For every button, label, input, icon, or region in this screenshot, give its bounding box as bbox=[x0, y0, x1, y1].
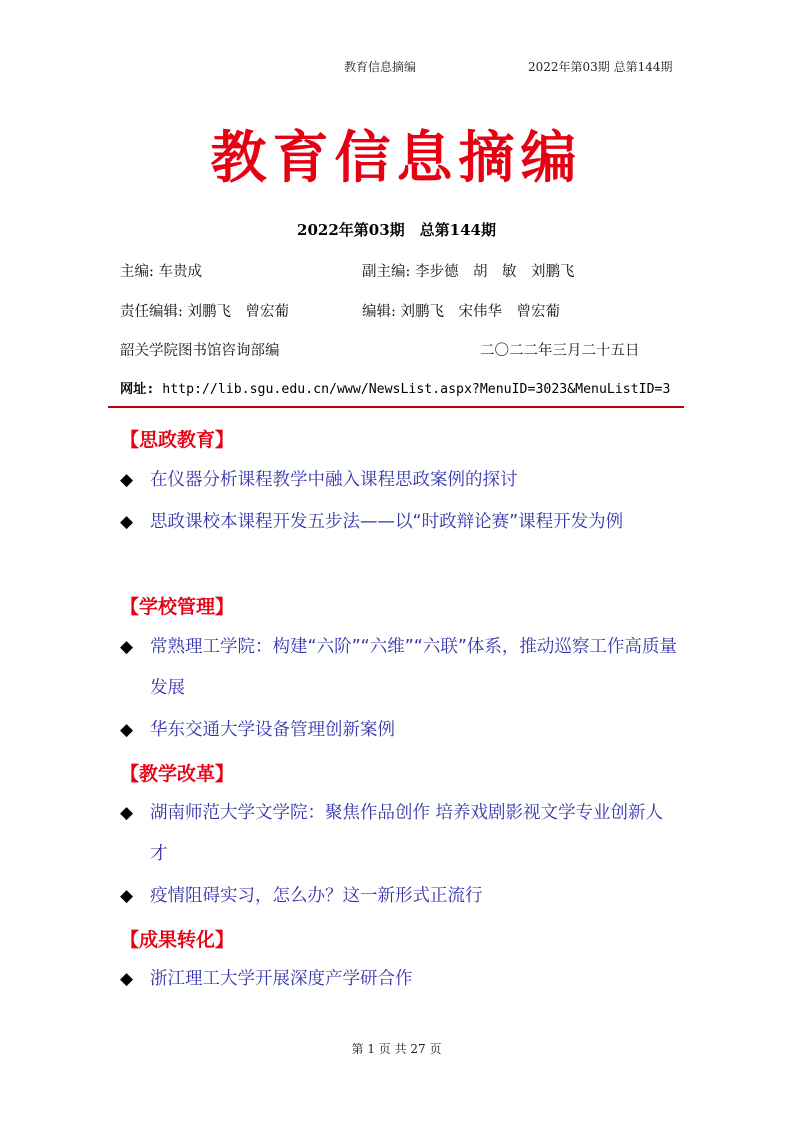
list-item[interactable] bbox=[120, 793, 680, 875]
publisher: 韶关学院图书馆咨询部编 bbox=[120, 343, 280, 359]
diamond-bullet-icon: ◆ bbox=[120, 969, 134, 989]
publish-date: 二〇二二年三月二十五日 bbox=[480, 343, 640, 359]
section-title-teaching-reform: 【教学改革】 bbox=[120, 763, 235, 785]
header-divider bbox=[108, 406, 684, 408]
item-link[interactable]: 浙江理工大学开展深度产学研合作 bbox=[150, 969, 413, 989]
section-title-management: 【学校管理】 bbox=[120, 596, 235, 618]
item-link[interactable]: 疫情阻碍实习，怎么办？这一新形式正流行 bbox=[150, 886, 483, 906]
running-header-issue: 2022年第03期 总第144期 bbox=[528, 60, 673, 74]
diamond-bullet-icon: ◆ bbox=[120, 720, 134, 740]
running-header-title: 教育信息摘编 bbox=[344, 60, 417, 74]
section-title-achievements: 【成果转化】 bbox=[120, 929, 235, 951]
diamond-bullet-icon: ◆ bbox=[120, 886, 134, 906]
diamond-bullet-icon: ◆ bbox=[120, 470, 134, 490]
list-item[interactable] bbox=[120, 876, 680, 917]
list-item[interactable] bbox=[120, 959, 680, 1000]
page-number: 第 1 页 共 27 页 bbox=[351, 1042, 442, 1056]
chief-editor: 主编: 车贵成 bbox=[120, 264, 202, 280]
diamond-bullet-icon: ◆ bbox=[120, 803, 134, 823]
deputy-editors: 副主编: 李步德 胡 敏 刘鹏飞 bbox=[362, 264, 575, 280]
masthead-title: 教育信息摘编 bbox=[210, 126, 583, 191]
list-item[interactable] bbox=[120, 460, 680, 501]
section-title-ideology: 【思政教育】 bbox=[120, 429, 235, 451]
website-line bbox=[120, 378, 670, 397]
issue-line: 2022年第03期 总第144期 bbox=[297, 221, 496, 239]
diamond-bullet-icon: ◆ bbox=[120, 512, 134, 532]
responsible-editors: 责任编辑: 刘鹏飞 曾宏葡 bbox=[120, 304, 289, 320]
item-link[interactable]: 思政课校本课程开发五步法——以“时政辩论赛”课程开发为例 bbox=[150, 512, 624, 532]
item-link[interactable]: 华东交通大学设备管理创新案例 bbox=[150, 720, 395, 740]
website-url[interactable]: http://lib.sgu.edu.cn/www/NewsList.aspx?MenuID=3023&MenuListID=3 bbox=[162, 382, 671, 397]
item-link[interactable]: 湖南师范大学文学院：聚焦作品创作 培养戏剧影视文学专业创新人才 bbox=[150, 803, 664, 864]
website-label: 网址: bbox=[120, 382, 155, 397]
item-link[interactable]: 在仪器分析课程教学中融入课程思政案例的探讨 bbox=[150, 470, 518, 490]
list-item[interactable] bbox=[120, 710, 680, 751]
editors: 编辑: 刘鹏飞 宋伟华 曾宏葡 bbox=[362, 304, 560, 320]
list-item[interactable] bbox=[120, 627, 680, 709]
list-item[interactable] bbox=[120, 502, 680, 543]
item-link[interactable]: 常熟理工学院：构建“六阶”“六维”“六联”体系，推动巡察工作高质量发展 bbox=[150, 637, 677, 698]
diamond-bullet-icon: ◆ bbox=[120, 637, 134, 657]
